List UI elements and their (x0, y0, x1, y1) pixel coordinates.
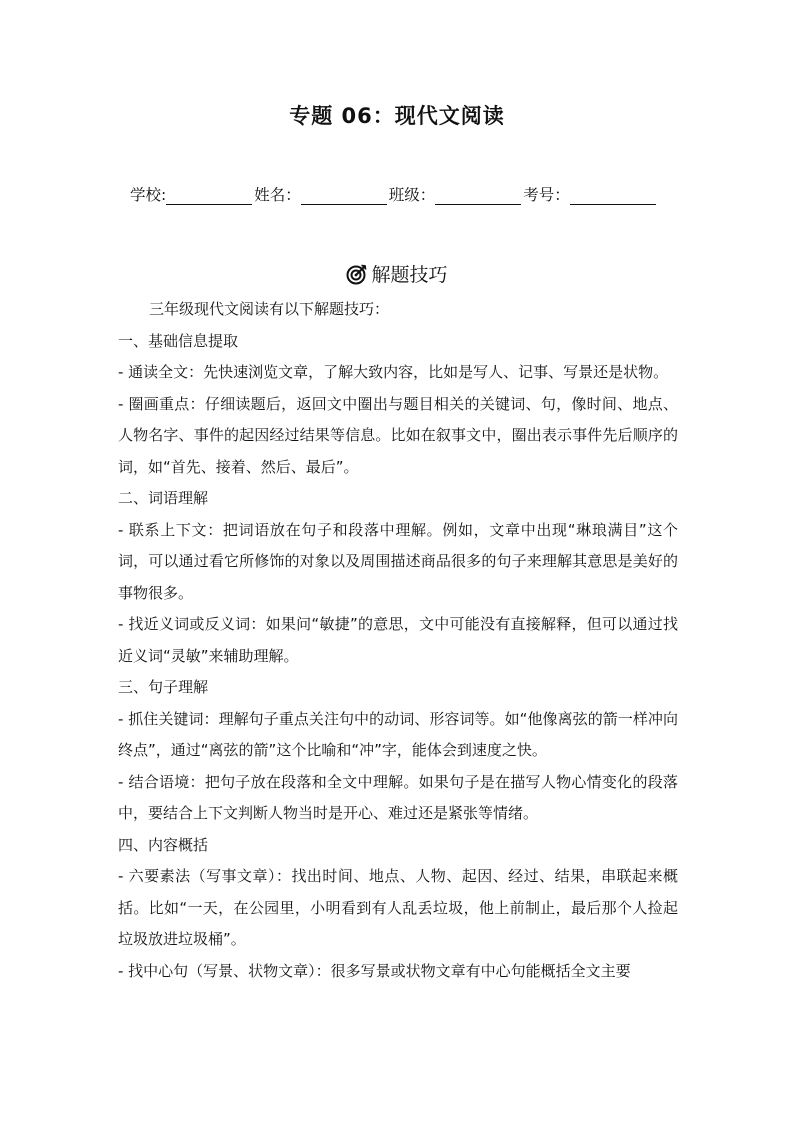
name-label: 姓名： (254, 186, 301, 204)
name-blank[interactable] (301, 186, 387, 205)
paragraph-synonyms: - 找近义词或反义词：如果问“敏捷”的意思，文中可能没有直接解释，但可以通过找近义词“灵敏”来辅助理解。 (118, 615, 678, 665)
heading-word-understanding: 二、词语理解 (118, 489, 209, 507)
target-icon (346, 263, 368, 285)
paragraph-mark-key-points: - 圈画重点：仔细读题后，返回文中圈出与题目相关的关键词、句，像时间、地点、人物名字、事件的起因经过结果等信息。比如在叙事文中，圈出表示事件先后顺序的词，如“首先、接着、然后、最后”。 (118, 394, 678, 476)
class-label: 班级： (388, 186, 436, 204)
document-body (118, 294, 678, 987)
section-header (0, 260, 794, 287)
section-header-text: 解题技巧 (371, 264, 448, 286)
intro-paragraph: 三年级现代文阅读有以下解题技巧： (149, 300, 390, 318)
paragraph-keywords: - 抓住关键词：理解句子重点关注句中的动词、形容词等。如“他像离弦的箭一样冲向终点”，通过“离弦的箭”这个比喻和“冲”字，能体会到速度之快。 (118, 709, 678, 759)
paragraph-central-sentence: - 找中心句（写景、状物文章）：很多写景或状物文章有中心句能概括全文主要 (118, 961, 631, 980)
paragraph-context: - 联系上下文：把词语放在句子和段落中理解。例如，文章中出现“琳琅满目”这个词，可以通过看它所修饰的对象以及周围描述商品很多的句子来理解其意思是美好的事物很多。 (118, 520, 678, 602)
heading-sentence-understanding: 三、句子理解 (118, 678, 209, 696)
student-info-row (130, 183, 690, 205)
school-blank[interactable] (166, 186, 252, 205)
heading-basic-info: 一、基础信息提取 (118, 331, 239, 350)
class-blank[interactable] (435, 186, 521, 205)
school-label: 学校: (130, 186, 167, 204)
paragraph-language-context: - 结合语境：把句子放在段落和全文中理解。如果句子是在描写人物心情变化的段落中，要结合上下文判断人物当时是开心、难过还是紧张等情绪。 (118, 772, 678, 822)
paragraph-six-elements: - 六要素法（写事文章）：找出时间、地点、人物、起因、经过、结果，串联起来概括。比如“一天，在公园里，小明看到有人乱丢垃圾，他上前制止，最后那个人捡起垃圾放进垃圾桶”。 (118, 867, 678, 948)
exam-number-label: 考号： (523, 186, 570, 204)
exam-number-blank[interactable] (570, 186, 656, 205)
paragraph-read-through: - 通读全文：先快速浏览文章，了解大致内容，比如是写人、记事、写景还是状物。 (118, 363, 669, 381)
document-title: 专题 06：现代文阅读 (289, 104, 505, 128)
heading-content-summary: 四、内容概括 (118, 835, 209, 854)
